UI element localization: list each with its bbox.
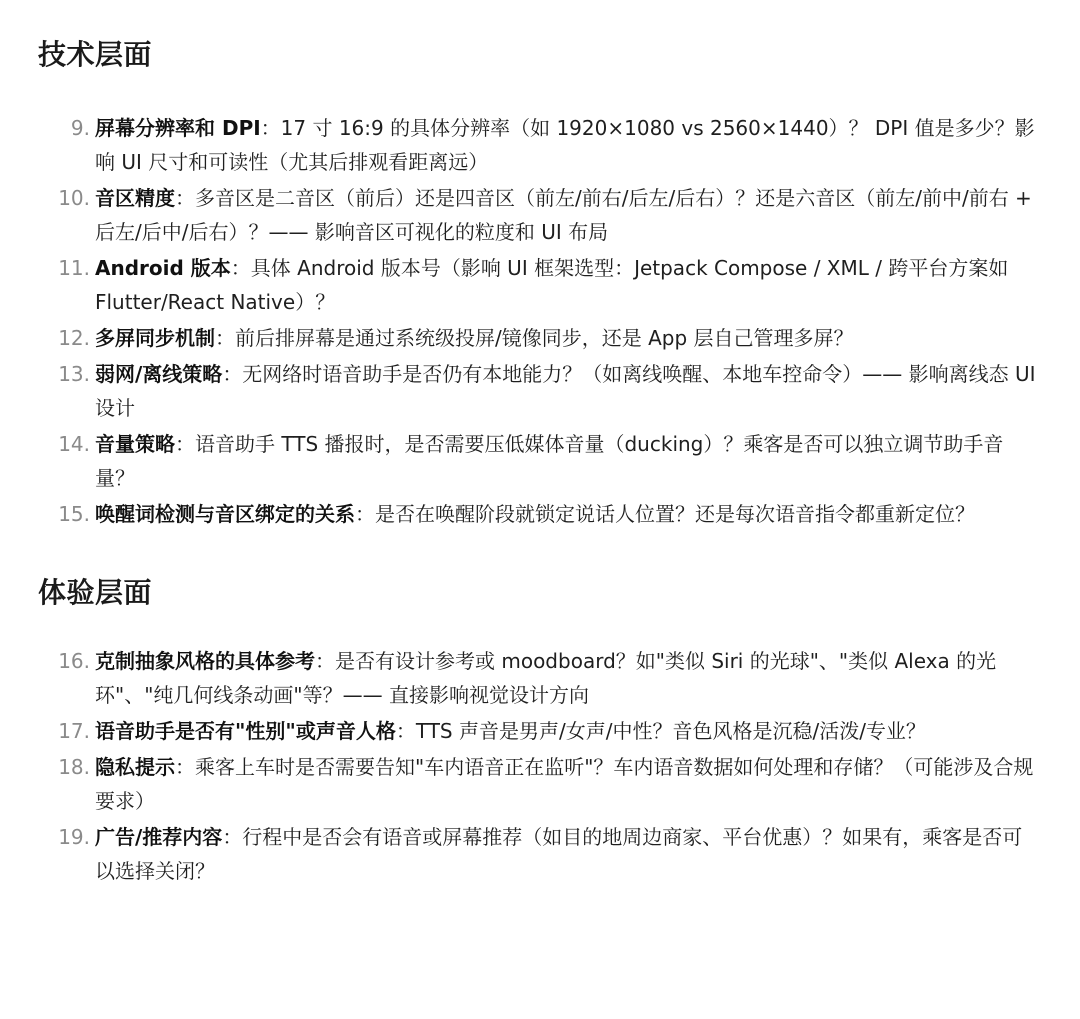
list-item bbox=[38, 427, 1040, 495]
section-technical bbox=[38, 0, 1040, 531]
item-label: 克制抽象风格的具体参考 bbox=[95, 649, 315, 673]
item-label: 隐私提示 bbox=[95, 755, 175, 779]
item-text: ：无网络时语音助手是否仍有本地能力？（如离线唤醒、本地车控命令）—— 影响离线态 UI 设计 bbox=[95, 362, 1036, 420]
section-experience bbox=[38, 533, 1040, 888]
list-item bbox=[38, 181, 1040, 249]
item-text: ：是否有设计参考或 moodboard？如"类似 Siri 的光球"、"类似 Alexa 的光环"、"纯几何线条动画"等？—— 直接影响视觉设计方向 bbox=[95, 649, 997, 707]
list-item bbox=[38, 357, 1040, 425]
list-item bbox=[38, 251, 1040, 319]
list-item bbox=[38, 111, 1040, 179]
item-label: 屏幕分辨率和 DPI bbox=[95, 116, 261, 140]
item-text: ：多音区是二音区（前后）还是四音区（前左/前右/后左/后右）？还是六音区（前左/前中/前右 + 后左/后中/后右）？—— 影响音区可视化的粒度和 UI 布局 bbox=[95, 186, 1032, 244]
item-label: 唤醒词检测与音区绑定的关系 bbox=[95, 502, 355, 526]
section-title: 体验层面 bbox=[38, 576, 153, 609]
list-item bbox=[38, 820, 1040, 888]
item-number: 17. bbox=[58, 719, 90, 743]
list-item bbox=[38, 750, 1040, 818]
list-item bbox=[38, 497, 1040, 531]
item-text: ：前后排屏幕是通过系统级投屏/镜像同步，还是 App 层自己管理多屏？ bbox=[215, 326, 854, 350]
item-label: 音量策略 bbox=[95, 432, 175, 456]
item-text: ：语音助手 TTS 播报时，是否需要压低媒体音量（ducking）？乘客是否可以独立调节助手音量？ bbox=[95, 432, 1004, 490]
item-text: ：17 寸 16:9 的具体分辨率（如 1920×1080 vs 2560×1440）？ DPI 值是多少？影响 UI 尺寸和可读性（尤其后排观看距离远） bbox=[95, 116, 1035, 174]
item-text: ：行程中是否会有语音或屏幕推荐（如目的地周边商家、平台优惠）？如果有，乘客是否可以选择关闭？ bbox=[95, 825, 1023, 883]
item-text: ：TTS 声音是男声/女声/中性？音色风格是沉稳/活泼/专业？ bbox=[395, 719, 926, 743]
item-number: 10. bbox=[58, 186, 90, 210]
list-item bbox=[38, 644, 1040, 712]
question-list bbox=[38, 644, 1040, 888]
item-number: 16. bbox=[58, 649, 90, 673]
item-label: 多屏同步机制 bbox=[95, 326, 215, 350]
item-label: Android 版本 bbox=[95, 256, 231, 280]
item-number: 12. bbox=[58, 326, 90, 350]
item-number: 13. bbox=[58, 362, 90, 386]
question-list bbox=[38, 111, 1040, 531]
item-label: 语音助手是否有"性别"或声音人格 bbox=[95, 719, 396, 743]
item-number: 15. bbox=[58, 502, 90, 526]
item-text: ：乘客上车时是否需要告知"车内语音正在监听"？车内语音数据如何处理和存储？（可能涉及合规要求） bbox=[95, 755, 1034, 813]
item-number: 11. bbox=[58, 256, 90, 280]
list-item bbox=[38, 714, 1040, 748]
item-number: 18. bbox=[58, 755, 90, 779]
item-text: ：具体 Android 版本号（影响 UI 框架选型：Jetpack Compose / XML / 跨平台方案如 Flutter/React Native）？ bbox=[95, 256, 1009, 314]
item-label: 弱网/离线策略 bbox=[95, 362, 223, 386]
item-number: 9. bbox=[70, 116, 90, 140]
item-label: 音区精度 bbox=[95, 186, 175, 210]
section-title: 技术层面 bbox=[38, 38, 153, 71]
item-number: 14. bbox=[58, 432, 90, 456]
list-item bbox=[38, 321, 1040, 355]
item-label: 广告/推荐内容 bbox=[95, 825, 223, 849]
item-text: ：是否在唤醒阶段就锁定说话人位置？还是每次语音指令都重新定位？ bbox=[355, 502, 975, 526]
item-number: 19. bbox=[58, 825, 90, 849]
